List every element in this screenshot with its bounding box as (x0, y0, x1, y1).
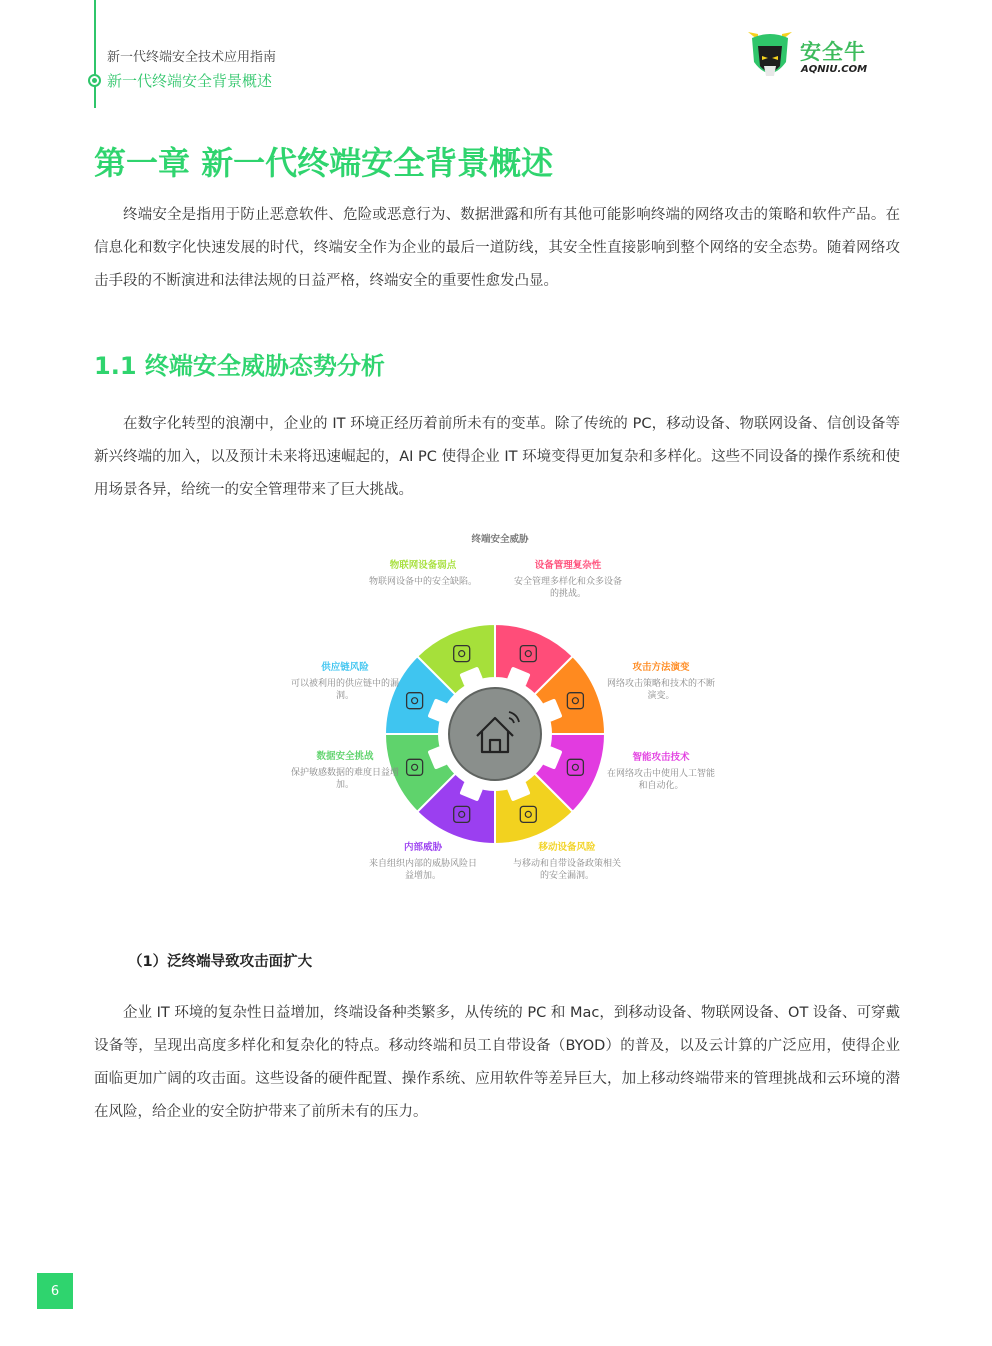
header-section-title: 新一代终端安全背景概述 (107, 72, 273, 90)
logo-url: AQNIU.COM (801, 64, 868, 75)
diagram-label-1 (513, 559, 623, 600)
threat-wheel-diagram (290, 525, 715, 905)
header-divider (94, 0, 96, 108)
logo-text: 安全牛 (800, 40, 866, 64)
chapter-title: 第一章 新一代终端安全背景概述 (94, 144, 554, 182)
diagram-label-title: 攻击方法演变 (632, 662, 690, 673)
diagram-label-title: 移动设备风险 (538, 842, 596, 853)
diagram-label-title: 物联网设备弱点 (389, 560, 457, 571)
diagram-label-title: 设备管理复杂性 (534, 560, 602, 571)
section-title: 1.1 终端安全威胁态势分析 (94, 352, 385, 380)
diagram-label-title: 内部威胁 (403, 842, 442, 853)
brand-logo (744, 26, 870, 86)
diagram-title: 终端安全威胁 (471, 534, 529, 545)
diagram-label-4 (512, 841, 622, 882)
diagram-label-5 (368, 841, 478, 882)
diagram-label-desc: 保护敏感数据的难度日益增加。 (290, 768, 399, 790)
document-title: 新一代终端安全技术应用指南 (107, 50, 277, 65)
page-number: 6 (37, 1273, 73, 1309)
bull-head-icon (744, 26, 800, 86)
diagram-label-title: 数据安全挑战 (316, 751, 374, 762)
section-paragraph: 在数字化转型的浪潮中，企业的 IT 环境正经历着前所未有的变革。除了传统的 PC，移动设备、物联网设备、信创设备等新兴终端的加入，以及预计未来将迅速崛起的，AI PC 使得企业 IT 环境变得更加复杂和多样化。这些不同设备的操作系统和使用场景各异，给统一的安全管理带来了巨大挑战。 (94, 416, 900, 498)
diagram-label-desc: 在网络攻击中使用人工智能和自动化。 (606, 769, 715, 791)
diagram-label-desc: 来自组织内部的威胁风险日益增加。 (368, 859, 477, 881)
diagram-label-title: 智能攻击技术 (632, 752, 690, 763)
diagram-label-8 (368, 559, 478, 588)
chapter-intro-paragraph: 终端安全是指用于防止恶意软件、危险或恶意行为、数据泄露和所有其他可能影响终端的网络攻击的策略和软件产品。在信息化和数字化快速发展的时代，终端安全作为企业的最后一道防线，其安全性直接影响到整个网络的安全态势。随着网络攻击手段的不断演进和法律法规的日益严格，终端安全的重要性愈发凸显。 (94, 207, 900, 289)
threat-wheel (290, 525, 710, 905)
wheel-hub (449, 688, 541, 780)
diagram-label-title: 供应链风险 (321, 662, 369, 673)
subsection-paragraph: 企业 IT 环境的复杂性日益增加，终端设备种类繁多，从传统的 PC 和 Mac，到移动设备、物联网设备、OT 设备、可穿戴设备等，呈现出高度多样化和复杂化的特点。移动终端和员工自带设备（BYOD）的普及，以及云计算的广泛应用，使得企业面临更加广阔的攻击面。这些设备的硬件配置、操作系统、应用软件等差异巨大，加上移动终端带来的管理挑战和云环境的潜在风险，给企业的安全防护带来了前所未有的压力。 (94, 1005, 900, 1120)
diagram-label-desc: 物联网设备中的安全缺陷。 (368, 577, 477, 587)
diagram-label-desc: 与移动和自带设备政策相关的安全漏洞。 (512, 859, 621, 881)
diagram-label-6 (290, 750, 400, 791)
diagram-label-3 (606, 751, 716, 792)
diagram-label-desc: 安全管理多样化和众多设备的挑战。 (513, 577, 622, 599)
diagram-label-desc: 网络攻击策略和技术的不断演变。 (606, 679, 715, 701)
section-bullet-icon (88, 74, 101, 87)
subsection-title: （1）泛终端导致攻击面扩大 (128, 954, 313, 970)
diagram-label-2 (606, 661, 716, 702)
diagram-label-desc: 可以被利用的供应链中的漏洞。 (290, 679, 399, 701)
header-section (88, 70, 272, 91)
diagram-label-7 (290, 661, 400, 702)
